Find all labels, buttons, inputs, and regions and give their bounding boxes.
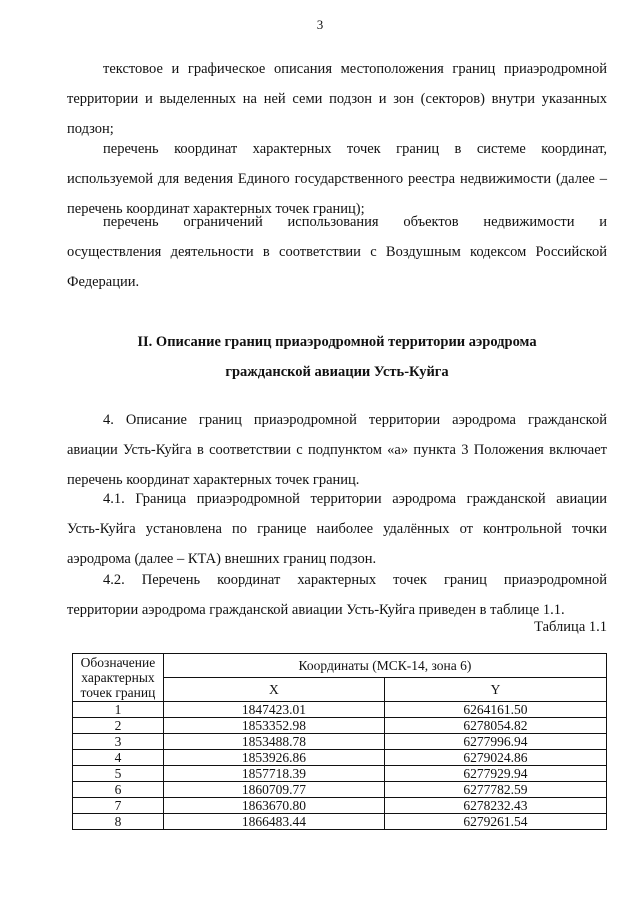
intro-item-2: перечень координат характерных точек границ в системе координат, используемой для ведения Единого государственного реестра недвижимости (далее – перечень координат характерных точек границ); xyxy=(67,141,607,217)
coordinates-table xyxy=(72,653,607,830)
y-cell: 6264161.50 xyxy=(384,702,606,718)
x-cell: 1853352.98 xyxy=(163,718,384,734)
point-number-cell: 3 xyxy=(73,734,164,750)
table-row xyxy=(73,750,607,766)
table-row xyxy=(73,718,607,734)
point-number-cell: 8 xyxy=(73,814,164,830)
paragraph-4-1: 4.1. Граница приаэродромной территории аэродрома гражданской авиации Усть-Куйга установлена по границе наиболее удалённых от контрольной точки аэродрома (далее – КТА) внешних границ подзон. xyxy=(67,491,607,567)
y-cell: 6277782.59 xyxy=(384,782,606,798)
y-cell: 6277929.94 xyxy=(384,766,606,782)
y-cell: 6279024.86 xyxy=(384,750,606,766)
y-cell: 6278232.43 xyxy=(384,798,606,814)
point-number-cell: 2 xyxy=(73,718,164,734)
point-number-cell: 6 xyxy=(73,782,164,798)
table-body xyxy=(73,702,607,830)
intro-item-3: перечень ограничений использования объектов недвижимости и осуществления деятельности в соответствии с Воздушным кодексом Российской Федерации. xyxy=(67,214,607,290)
header-coordinates: Координаты (МСК-14, зона 6) xyxy=(163,654,606,678)
table-caption: Таблица 1.1 xyxy=(534,619,607,635)
point-number-cell: 5 xyxy=(73,766,164,782)
table-row xyxy=(73,766,607,782)
y-cell: 6279261.54 xyxy=(384,814,606,830)
x-cell: 1860709.77 xyxy=(163,782,384,798)
point-number-cell: 7 xyxy=(73,798,164,814)
table-row xyxy=(73,814,607,830)
intro-item-1: текстовое и графическое описания местоположения границ приаэродромной территории и выделенных на ней семи подзон и зон (секторов) внутри указанных подзон; xyxy=(67,61,607,137)
x-cell: 1857718.39 xyxy=(163,766,384,782)
x-cell: 1863670.80 xyxy=(163,798,384,814)
y-cell: 6278054.82 xyxy=(384,718,606,734)
x-cell: 1853926.86 xyxy=(163,750,384,766)
section-title: II. Описание границ приаэродромной территории аэродрома гражданской авиации Усть-Куйга xyxy=(137,334,537,380)
point-number-cell: 4 xyxy=(73,750,164,766)
table-row xyxy=(73,734,607,750)
point-number-cell: 1 xyxy=(73,702,164,718)
x-cell: 1847423.01 xyxy=(163,702,384,718)
header-x: X xyxy=(163,678,384,702)
paragraph-4: 4. Описание границ приаэродромной территории аэродрома гражданской авиации Усть-Куйга в соответствии с подпунктом «а» пункта 3 Положения включает перечень координат характерных точек границ. xyxy=(67,412,607,488)
table-row xyxy=(73,702,607,718)
header-designation: Обозначение характерных точек границ xyxy=(73,654,164,702)
header-y: Y xyxy=(384,678,606,702)
x-cell: 1853488.78 xyxy=(163,734,384,750)
table-row xyxy=(73,798,607,814)
page-number: 3 xyxy=(316,17,324,32)
table-row xyxy=(73,782,607,798)
x-cell: 1866483.44 xyxy=(163,814,384,830)
paragraph-4-2: 4.2. Перечень координат характерных точек границ приаэродромной территории аэродрома гражданской авиации Усть-Куйга приведен в таблице 1.1. xyxy=(67,572,607,618)
y-cell: 6277996.94 xyxy=(384,734,606,750)
